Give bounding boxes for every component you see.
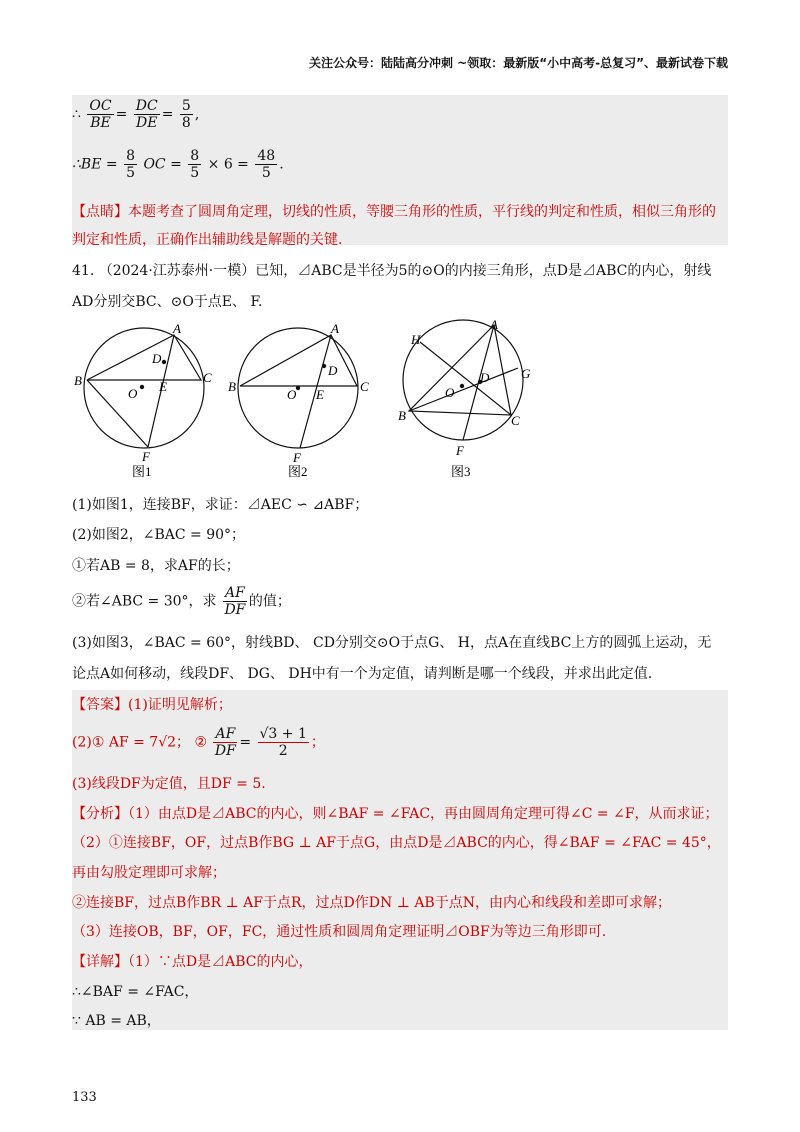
fig2-label: A bbox=[331, 321, 339, 336]
detail-1: 【详解】（1）∵点D是⊿ABC的内心， bbox=[72, 954, 313, 970]
question-2a: ①若AB = 8，求AF的长； bbox=[72, 558, 240, 574]
fig3-label: F bbox=[456, 443, 464, 458]
fig3-circle bbox=[403, 320, 523, 440]
detail-3: ∵ AB = AB， bbox=[72, 1013, 161, 1029]
fig3-label: B bbox=[398, 408, 406, 423]
answer-1: 【答案】(1)证明见解析； bbox=[72, 697, 232, 713]
fig1-line-bf bbox=[87, 380, 148, 447]
fig1-caption: 图1 bbox=[132, 464, 152, 479]
question-3-line-2: 论点A如何移动，线段DF、 DG、 DH中有一个为定值，请判断是哪一个线段，并求出此定值. bbox=[72, 666, 653, 682]
fig2-label: C bbox=[360, 379, 369, 394]
be-line: ∴BE = $\frac{8}{5}$ OC = $\frac{8}{5}$ × 6 = $\frac{48}{5}$ . bbox=[72, 148, 284, 181]
fig1-label: E bbox=[159, 379, 167, 394]
question-3-line-1: (3)如图3，∠BAC = 60°，射线BD、 CD分别交⊙O于点G、 H，点A在直线BC上方的圆弧上运动，无 bbox=[72, 635, 712, 651]
fig2-triangle bbox=[240, 335, 357, 386]
fig3-label: O bbox=[445, 385, 455, 400]
answer-3: (3)线段DF为定值，且DF = 5. bbox=[72, 776, 266, 792]
comment-line-1: 【点睛】本题考查了圆周角定理，切线的性质，等腰三角形的性质，平行线的判定和性质，相似三角形的 bbox=[72, 204, 716, 220]
analysis-1: 【分析】（1）由点D是⊿ABC的内心，则∠BAF = ∠FAC，再由圆周角定理可得∠C = ∠F，从而求证； bbox=[72, 806, 719, 822]
fig2-label: E bbox=[316, 387, 324, 402]
fig3-caption: 图3 bbox=[451, 464, 471, 479]
problem-line-1: 41. （2024·江苏泰州·一模）已知，⊿ABC是半径为5的⊙O的内接三角形，点D是⊿ABC的内心，射线 bbox=[72, 263, 712, 279]
analysis-4: ②连接BF，过点B作BR ⊥ AF于点R，过点D作DN ⊥ AB于点N，由内心和线段和差即可求解； bbox=[72, 895, 671, 911]
fig3-label: C bbox=[511, 413, 520, 428]
fig3-label: H bbox=[411, 332, 421, 347]
fig1-label: A bbox=[173, 321, 181, 336]
question-2: (2)如图2，∠BAC = 90°； bbox=[72, 527, 246, 543]
fig3-line-bg bbox=[409, 368, 518, 411]
fig3-label: A bbox=[490, 318, 498, 332]
fig1-label: C bbox=[203, 370, 212, 385]
fig2-label: F bbox=[293, 450, 301, 465]
geometry-figures bbox=[60, 318, 550, 480]
question-1: (1)如图1，连接BF，求证：⊿AEC ∽ ⊿ABF； bbox=[72, 497, 369, 513]
detail-2: ∴∠BAF = ∠FAC， bbox=[72, 984, 199, 1000]
analysis-3: 再由勾股定理即可求解； bbox=[72, 865, 226, 881]
fig2-caption: 图2 bbox=[288, 464, 308, 479]
fig3-triangle bbox=[409, 325, 511, 415]
question-2b: ②若∠ABC = 30°，求 $\frac{AF}{DF}$ 的值； bbox=[72, 585, 291, 618]
fig1-label: F bbox=[142, 449, 150, 464]
comment-line-2: 判定和性质，正确作出辅助线是解题的关键. bbox=[72, 232, 343, 248]
fig2-label: B bbox=[228, 379, 236, 394]
page-number: 133 bbox=[72, 1090, 97, 1105]
fig3-label: G bbox=[521, 366, 531, 381]
fig3-line-ch bbox=[420, 342, 511, 415]
problem-line-2: AD分别交BC、⊙O于点E、 F. bbox=[72, 294, 263, 310]
fig2-label: D bbox=[328, 363, 338, 378]
fig1-label: D bbox=[152, 351, 162, 366]
ratio-line: ∴ $\frac{OC}{BE}$ = $\frac{DC}{DE}$ = $\frac{5}{8}$ , bbox=[72, 98, 200, 131]
fig1-circle bbox=[84, 328, 204, 448]
analysis-2: （2）①连接BF，OF，过点B作BG ⊥ AF于点G，由点D是⊿ABC的内心，得∠BAF = ∠FAC = 45°， bbox=[72, 835, 721, 851]
fig2-label: O bbox=[287, 387, 297, 402]
fig1-label: B bbox=[74, 373, 82, 388]
fig1-triangle bbox=[87, 335, 201, 380]
analysis-5: （3）连接OB，BF，OF，FC，通过性质和圆周角定理证明⊿OBF为等边三角形即可. bbox=[72, 924, 607, 940]
fig1-label: O bbox=[128, 386, 138, 401]
fig3-label: D bbox=[480, 370, 490, 385]
answer-2: (2)① AF = 7√2； ② $\frac{AF}{DF}$ = $\frac{√3 + 1}{2}$ ； bbox=[72, 726, 325, 759]
page-header: 关注公众号：陆陆高分冲刺 ~领取：最新版“小中高考-总复习”、最新试卷下载 bbox=[309, 56, 728, 70]
